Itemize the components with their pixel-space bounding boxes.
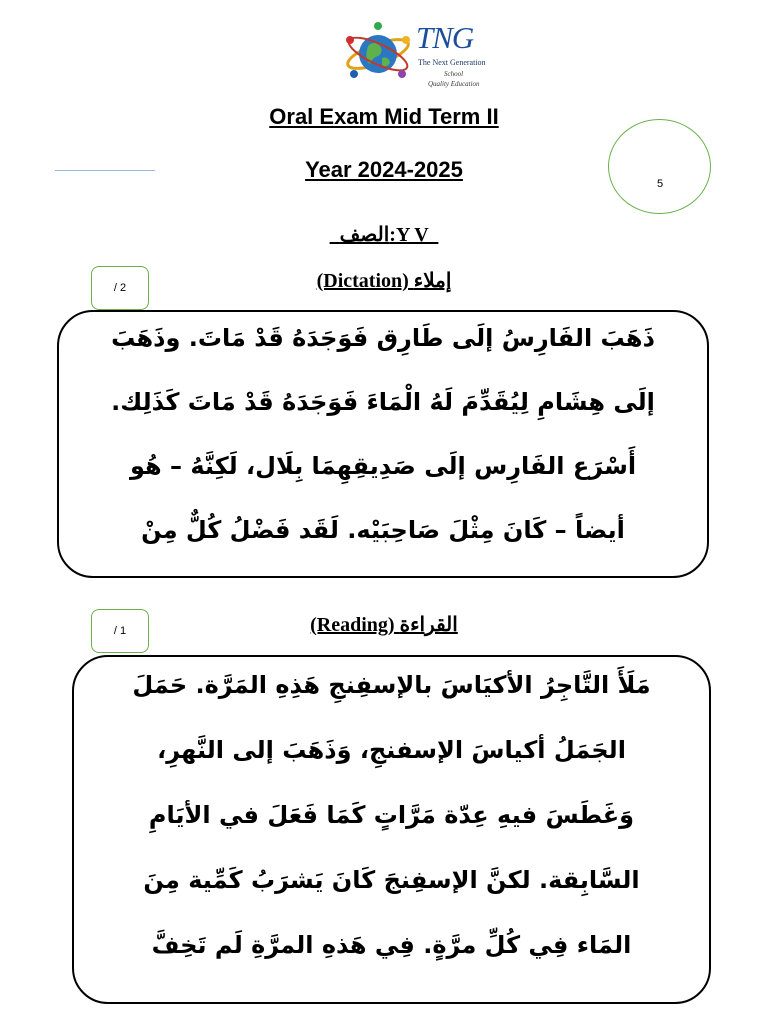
reading-line: المَاء فِي كُلِّ مرَّةٍ. فِي هَذهِ المرَّةِ لَم تَخِفَّ [151,931,632,959]
logo-tagline: The Next Generation [418,58,486,67]
school-logo [340,18,490,98]
globe-people-icon [340,18,418,88]
dictation-mark-box: / 2 [91,266,149,310]
reading-mark-box: / 1 [91,609,149,653]
reading-text-box [72,655,711,1004]
reading-line: السَّابِقة. لكنَّ الإسفِنجَ كَانَ يَشرَبُ كَمِّية مِنَ [143,866,640,894]
name-line [55,170,155,171]
dictation-line: ذَهَبَ الفَارِسُ إلَى طَارِق فَوَجَدَهُ قَدْ مَاتَ. وذَهَبَ [111,324,655,352]
dictation-title: (Dictation) إملاء [316,270,452,292]
dictation-line: أَسْرَع الفَارِس إلَى صَدِيقِهِمَا بِلَال، لَكِنَّهُ – هُو [129,452,637,480]
class-label: الصف:Y V [329,224,439,246]
exam-year: Year 2024-2025 [305,157,463,182]
total-score-circle [608,119,711,214]
dictation-line: إلَى هِشَامِ لِيُقَدِّمَ لَهُ الْمَاءَ فَوَجَدَهُ قَدْ مَاتَ كَذَلِك. [111,388,655,416]
logo-motto: Quality Education [428,80,480,88]
dictation-text-box [57,310,709,578]
logo-brand: TNG [416,20,474,55]
reading-line: مَلَأَ التَّاجِرُ الأكيَاسَ بالإسفِنجِ هَذِهِ المَرَّة. حَمَلَ [132,671,651,699]
total-score-value: 5 [657,178,664,190]
exam-title: Oral Exam Mid Term II [269,104,499,129]
reading-title: (Reading) القراءة [310,614,458,636]
reading-line: وَغَطَسَ فيهِ عِدّة مَرَّاتٍ كَمَا فَعَلَ في الأيَامِ [148,801,635,829]
logo-subtitle: School [444,70,464,78]
dictation-line: أيضاً – كَانَ مِثْلَ صَاحِبَيْه. لَقَد فَضْلُ كُلٌّ مِنْ [141,516,625,544]
reading-line: الجَمَلُ أكياسَ الإسفنجِ، وَذَهَبَ إلى النَّهرِ، [157,736,626,764]
